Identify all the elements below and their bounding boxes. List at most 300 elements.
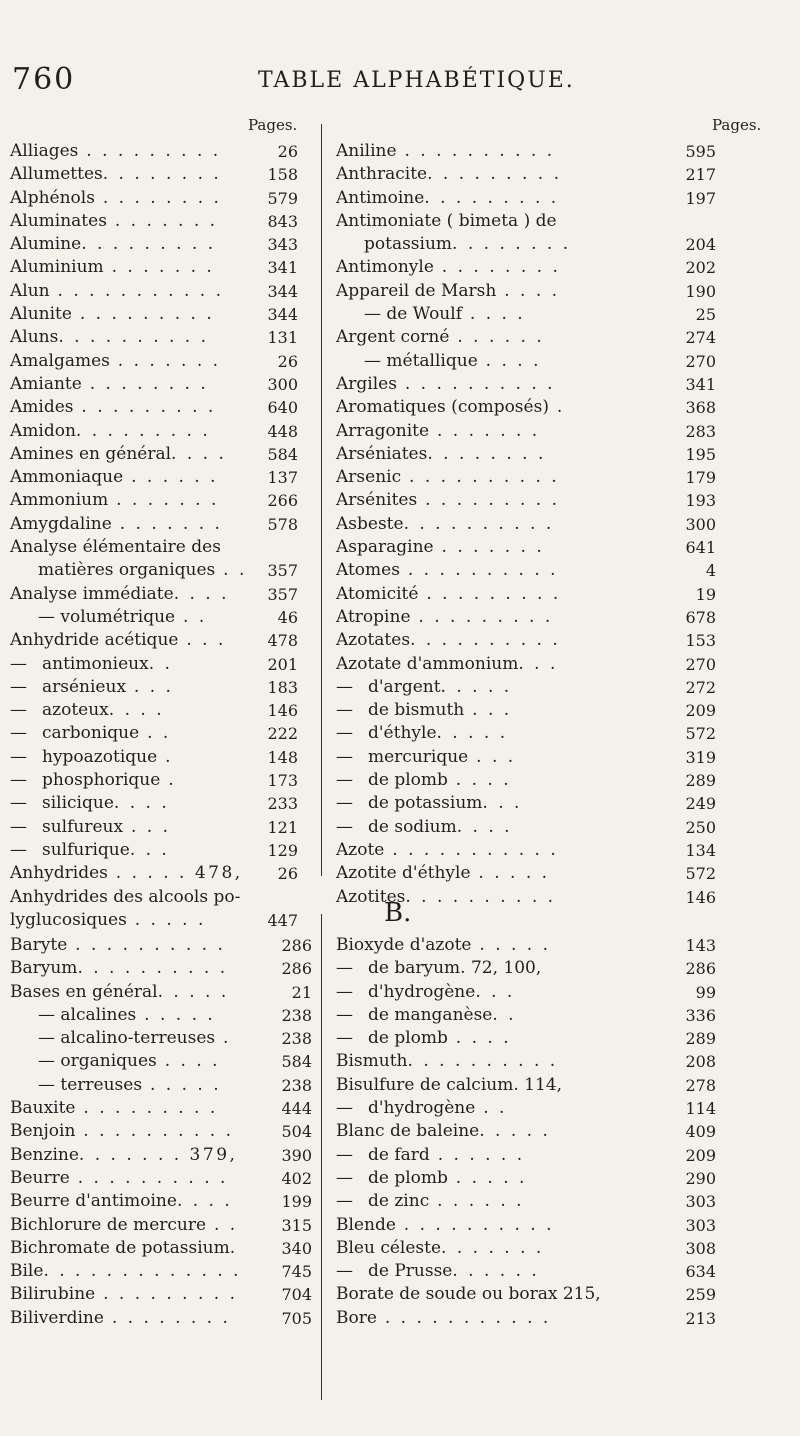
entry-label: Alphénols bbox=[10, 187, 95, 208]
index-entry bbox=[336, 1144, 716, 1167]
entry-label: Azotate d'ammonium bbox=[336, 653, 519, 674]
leader-dots: . . bbox=[148, 653, 173, 674]
leader-dots: . . . bbox=[123, 816, 171, 837]
entry-label: Ammoniaque bbox=[10, 467, 124, 488]
pages-header-right: Pages. bbox=[712, 116, 762, 134]
leader-dots: . . . . . . . . bbox=[433, 257, 561, 278]
index-entry bbox=[10, 839, 298, 862]
index-entry bbox=[10, 489, 298, 512]
entry-page-number: 289 bbox=[685, 1029, 716, 1049]
index-entry bbox=[336, 187, 716, 210]
index-entry bbox=[336, 373, 716, 396]
leader-dots: . . . . . bbox=[471, 935, 551, 955]
leader-dots: . . . . . bbox=[142, 1074, 222, 1095]
index-entry bbox=[10, 1307, 312, 1330]
entry-label: arsénieux bbox=[42, 676, 127, 697]
index-entry bbox=[336, 1097, 716, 1120]
index-entry bbox=[10, 676, 298, 699]
index-entry bbox=[336, 420, 716, 443]
index-entry bbox=[336, 1214, 716, 1237]
index-entry bbox=[336, 1050, 716, 1073]
ditto-dash: — bbox=[10, 700, 27, 721]
entry-label: de fard bbox=[368, 1144, 430, 1165]
entry-label: Bleu céleste bbox=[336, 1237, 442, 1258]
entry-page-number: 173 bbox=[267, 771, 298, 791]
entry-page-number: 278 bbox=[685, 1075, 716, 1095]
entry-label: de plomb bbox=[368, 1028, 448, 1049]
entry-page-number: 21 bbox=[291, 982, 312, 1002]
entry-page-number: 99 bbox=[695, 982, 716, 1002]
leader-dots: . . . bbox=[178, 630, 226, 651]
entry-label: Alumine bbox=[10, 234, 82, 255]
ditto-dash: — bbox=[336, 676, 353, 697]
leader-dots: . . . . . . . . . . . bbox=[384, 839, 559, 860]
index-entry bbox=[10, 909, 298, 932]
entry-label: Aluminates bbox=[10, 210, 107, 231]
leader-dots: . . . . . bbox=[447, 1167, 527, 1188]
section-a-right-column bbox=[336, 140, 716, 909]
ditto-dash: — bbox=[336, 1261, 353, 1282]
index-entry bbox=[336, 606, 716, 629]
entry-label: de potassium bbox=[368, 793, 483, 814]
leader-dots: . . . . . . . bbox=[103, 257, 215, 278]
entry-label: Benjoin bbox=[10, 1121, 76, 1142]
entry-page-number: 197 bbox=[685, 188, 716, 208]
index-entry bbox=[10, 746, 298, 769]
ditto-dash: — bbox=[336, 1144, 353, 1165]
index-entry bbox=[10, 326, 298, 349]
entry-label: Blanc de baleine bbox=[336, 1121, 480, 1142]
entry-page-number: 303 bbox=[685, 1192, 716, 1212]
entry-page-number: 641 bbox=[685, 538, 716, 558]
column-divider bbox=[321, 914, 322, 1400]
index-entry bbox=[336, 1167, 716, 1190]
entry-page-number: 26 bbox=[277, 351, 298, 371]
entry-label: Antimoniate ( bimeta ) de bbox=[336, 210, 557, 231]
entry-page-number: 213 bbox=[685, 1308, 716, 1328]
index-entry bbox=[10, 233, 298, 256]
entry-label: d'hydrogène bbox=[368, 1098, 476, 1119]
leader-dots: . . bbox=[492, 1004, 517, 1025]
index-entry bbox=[336, 233, 716, 256]
entry-page-number: 25 bbox=[695, 305, 716, 325]
entry-page-number: 640 bbox=[267, 398, 298, 418]
entry-page-number: 259 bbox=[685, 1285, 716, 1305]
leader-dots: . . . . . . . bbox=[108, 490, 219, 511]
leader-dots: . . . . . . . . . . bbox=[69, 1167, 228, 1188]
column-divider bbox=[321, 124, 322, 876]
index-entry bbox=[10, 280, 298, 303]
index-entry bbox=[10, 396, 298, 419]
index-entry bbox=[10, 1027, 312, 1050]
entry-label: de manganèse bbox=[368, 1004, 493, 1025]
leader-dots: . . . . . . . . . bbox=[78, 141, 221, 161]
entry-label: de sodium bbox=[368, 816, 457, 837]
leader-dots: . . . . . . . . . bbox=[410, 606, 553, 627]
index-entry bbox=[10, 1004, 312, 1027]
index-entry bbox=[10, 934, 312, 957]
index-entry bbox=[10, 373, 298, 396]
entry-page-number: 137 bbox=[267, 468, 298, 488]
entry-label: Amides bbox=[10, 397, 74, 418]
ditto-dash: — bbox=[10, 793, 27, 814]
index-entry bbox=[336, 350, 716, 373]
leader-dots: . bbox=[229, 1237, 238, 1258]
entry-label: — alcalines bbox=[38, 1004, 137, 1025]
leader-dots: . . . . bbox=[113, 793, 170, 814]
entry-page-number: 357 bbox=[267, 561, 298, 581]
section-b-left-column bbox=[10, 934, 312, 1330]
index-entry bbox=[10, 1260, 312, 1283]
leader-dots: . . . . . . bbox=[429, 1191, 525, 1212]
entry-label: Anthracite bbox=[336, 164, 428, 185]
entry-label: Arsenic bbox=[336, 467, 402, 488]
leader-dots: . . . . . . . . bbox=[103, 1307, 231, 1328]
index-entry bbox=[336, 1190, 716, 1213]
index-entry bbox=[336, 722, 716, 745]
leader-dots: . . . . . . . . . bbox=[75, 420, 211, 441]
index-entry bbox=[336, 676, 716, 699]
entry-label: sulfureux bbox=[42, 816, 124, 837]
entry-page-number: 390 bbox=[281, 1145, 312, 1165]
entry-label: Azotates bbox=[336, 630, 411, 651]
entry-page-number: 584 bbox=[267, 444, 298, 464]
index-entry bbox=[10, 536, 298, 559]
leader-dots: . . . bbox=[482, 793, 522, 814]
entry-label: Arsénites bbox=[336, 490, 418, 511]
index-entry bbox=[336, 1307, 716, 1330]
index-entry bbox=[10, 629, 298, 652]
entry-page-number: 300 bbox=[685, 514, 716, 534]
ditto-dash: — bbox=[10, 723, 27, 744]
ditto-dash: — bbox=[336, 1191, 353, 1212]
entry-page-number: 303 bbox=[685, 1215, 716, 1235]
entry-page-number: 46 bbox=[277, 607, 298, 627]
leader-dots: . . . . . . . . . . bbox=[399, 560, 559, 581]
entry-page-number: 201 bbox=[267, 654, 298, 674]
leader-dots: . . . . . . bbox=[429, 1144, 525, 1165]
index-entry bbox=[10, 792, 298, 815]
entry-page-number: 195 bbox=[685, 444, 716, 464]
entry-page-number: 249 bbox=[685, 794, 716, 814]
ditto-dash: — bbox=[336, 1004, 353, 1025]
entry-label: de bismuth bbox=[368, 700, 465, 721]
index-entry bbox=[10, 1144, 312, 1167]
leader-dots: . . . . . . . . . . bbox=[395, 1214, 554, 1235]
leader-dots: . . bbox=[206, 1214, 238, 1235]
entry-page-number: 344 bbox=[267, 305, 298, 325]
leader-dots: . . . . . . . . . . bbox=[405, 886, 556, 907]
entry-page-number: 504 bbox=[281, 1122, 312, 1142]
leader-dots: . . . . . . . . . . bbox=[396, 141, 555, 161]
entry-page-number: 402 bbox=[281, 1168, 312, 1188]
entry-label: Bichromate de potassium bbox=[10, 1237, 230, 1258]
ditto-dash: — bbox=[336, 981, 353, 1002]
entry-label: Antimoine bbox=[336, 187, 425, 208]
section-b-right-column bbox=[336, 934, 716, 1330]
index-entry bbox=[336, 163, 716, 186]
entry-label: matières organiques bbox=[38, 560, 216, 581]
index-entry bbox=[10, 1283, 312, 1306]
entry-page-number: 209 bbox=[685, 701, 716, 721]
entry-page-number: 448 bbox=[267, 421, 298, 441]
entry-page-number: 153 bbox=[685, 631, 716, 651]
leader-dots: . . . . bbox=[108, 700, 165, 721]
index-entry bbox=[336, 396, 716, 419]
entry-label: — alcalino-terreuses bbox=[38, 1028, 216, 1049]
index-entry bbox=[10, 1074, 312, 1097]
ditto-dash: — bbox=[336, 700, 353, 721]
leader-dots: . . . . . bbox=[126, 909, 206, 930]
entry-page-number: 341 bbox=[267, 258, 298, 278]
index-entry bbox=[336, 1120, 716, 1143]
index-entry bbox=[336, 1074, 716, 1097]
leader-dots: . . . . . . . bbox=[441, 1237, 544, 1258]
entry-label: — de Woulf bbox=[364, 304, 462, 325]
index-entry bbox=[336, 280, 716, 303]
entry-label: Antimonyle bbox=[336, 257, 434, 278]
entry-page-number: 745 bbox=[281, 1262, 312, 1282]
entry-page-number: 121 bbox=[267, 817, 298, 837]
entry-label: Aniline bbox=[336, 141, 397, 161]
entry-page-number: 272 bbox=[685, 677, 716, 697]
entry-label: de zinc bbox=[368, 1191, 430, 1212]
ditto-dash: — bbox=[10, 653, 27, 674]
index-entry bbox=[336, 303, 716, 326]
entry-label: Alun bbox=[10, 280, 50, 301]
leader-dots: . . . . bbox=[171, 443, 227, 464]
leader-dots: . . . . bbox=[176, 1191, 233, 1212]
index-entry bbox=[336, 862, 716, 885]
entry-label: Amalgames bbox=[10, 350, 110, 371]
entry-page-number: 270 bbox=[685, 351, 716, 371]
ditto-dash: — bbox=[336, 793, 353, 814]
leader-dots: . . . . . bbox=[440, 676, 512, 697]
leader-dots: . . . . . . . . . bbox=[71, 304, 215, 325]
leader-dots: . . . . . . . . bbox=[94, 187, 222, 208]
index-entry bbox=[10, 210, 298, 233]
entry-page-number: 319 bbox=[685, 747, 716, 767]
entry-page-number: 341 bbox=[685, 374, 716, 394]
entry-page-number: 704 bbox=[281, 1285, 312, 1305]
index-entry bbox=[336, 769, 716, 792]
entry-label: Azotite d'éthyle bbox=[336, 863, 471, 884]
entry-label: Analyse immédiate bbox=[10, 583, 174, 604]
entry-page-number: 204 bbox=[685, 235, 716, 255]
ditto-dash: — bbox=[10, 816, 27, 837]
index-entry bbox=[10, 699, 298, 722]
entry-label: Bisulfure de calcium. 114, bbox=[336, 1074, 562, 1095]
index-entry bbox=[10, 816, 298, 839]
entry-page-number: 315 bbox=[281, 1215, 312, 1235]
entry-page-number: 233 bbox=[267, 794, 298, 814]
leader-dots: . . . bbox=[126, 676, 174, 697]
index-entry bbox=[336, 816, 716, 839]
index-entry bbox=[10, 653, 298, 676]
index-entry bbox=[10, 256, 298, 279]
entry-page-number: 148 bbox=[267, 747, 298, 767]
entry-page-number: 270 bbox=[685, 654, 716, 674]
index-entry bbox=[336, 466, 716, 489]
entry-page-number: 634 bbox=[685, 1262, 716, 1282]
entry-label: Anhydrides des alcools po- bbox=[10, 886, 241, 907]
entry-page-number: 238 bbox=[281, 1075, 312, 1095]
leader-dots: . . . bbox=[475, 981, 515, 1002]
index-entry bbox=[336, 326, 716, 349]
entry-label: de plomb bbox=[368, 770, 448, 791]
index-entry bbox=[336, 981, 716, 1004]
entry-label: mercurique bbox=[368, 746, 469, 767]
entry-label: Azotites bbox=[336, 886, 406, 907]
index-entry bbox=[336, 256, 716, 279]
entry-page-number: 290 bbox=[685, 1168, 716, 1188]
entry-page-number: 199 bbox=[281, 1192, 312, 1212]
leader-dots: . . . . bbox=[156, 1051, 221, 1072]
entry-label: Arséniates bbox=[336, 443, 428, 464]
entry-label: Azote bbox=[336, 839, 385, 860]
entry-page-number: 368 bbox=[685, 398, 716, 418]
leader-dots: . bbox=[160, 770, 177, 791]
entry-label: Allumettes bbox=[10, 164, 103, 185]
leader-dots: . . . . . . bbox=[449, 327, 545, 348]
entry-label: Bioxyde d'azote bbox=[336, 935, 472, 955]
entry-label: de Prusse bbox=[368, 1261, 453, 1282]
entry-page-number: 238 bbox=[281, 1005, 312, 1025]
index-entry bbox=[10, 769, 298, 792]
ditto-dash: — bbox=[10, 770, 27, 791]
entry-page-number: 146 bbox=[267, 701, 298, 721]
leader-dots: . . . . . . . . . . bbox=[410, 630, 561, 651]
leader-dots: . . . . . . . . . . bbox=[77, 958, 228, 979]
entry-label: hypoazotique bbox=[42, 746, 158, 767]
leader-dots: . . . . . . . . . . bbox=[403, 513, 554, 534]
leader-dots: . . . . . . . . . . bbox=[58, 327, 209, 348]
leader-dots: . . . . . . . . . . bbox=[407, 1051, 558, 1072]
entry-label: antimonieux bbox=[42, 653, 149, 674]
entry-label: azoteux bbox=[42, 700, 109, 721]
entry-label: Asbeste bbox=[336, 513, 404, 534]
index-entry bbox=[10, 466, 298, 489]
leader-dots: . . . bbox=[464, 700, 512, 721]
index-entry bbox=[336, 746, 716, 769]
entry-page-number: 843 bbox=[267, 211, 298, 231]
entry-page-number: 286 bbox=[281, 936, 312, 955]
entry-page-number: 179 bbox=[685, 468, 716, 488]
entry-label: carbonique bbox=[42, 723, 140, 744]
index-entry bbox=[10, 583, 298, 606]
ditto-dash: — bbox=[336, 1028, 353, 1049]
index-entry bbox=[10, 722, 298, 745]
entry-page-number: 595 bbox=[685, 142, 716, 161]
entry-page-number: 289 bbox=[685, 771, 716, 791]
leader-dots: . . bbox=[139, 723, 171, 744]
entry-page-number: 283 bbox=[685, 421, 716, 441]
leader-dots: . . . . . . . . . bbox=[81, 234, 216, 255]
leader-dots: . . . . . . bbox=[123, 467, 219, 488]
index-entry bbox=[336, 536, 716, 559]
leader-dots: . . . . . bbox=[157, 981, 229, 1002]
index-entry bbox=[336, 957, 716, 980]
leader-dots: . . . . . bbox=[470, 863, 550, 884]
entry-page-number: 143 bbox=[685, 936, 716, 955]
index-entry bbox=[10, 886, 298, 909]
index-entry bbox=[336, 140, 716, 163]
entry-label: Borate de soude ou borax 215, bbox=[336, 1284, 601, 1305]
entry-label: Bases en général bbox=[10, 981, 158, 1002]
ditto-dash: — bbox=[10, 839, 27, 860]
entry-label: Anhydride acétique bbox=[10, 630, 179, 651]
entry-label: d'argent bbox=[368, 676, 441, 697]
leader-dots: . . . . . . . . . . bbox=[396, 373, 556, 394]
index-entry bbox=[10, 862, 298, 885]
leader-dots: . . . . . . . . . bbox=[424, 187, 559, 208]
leader-dots: . . . . . . . . . . bbox=[75, 1121, 234, 1142]
leader-dots: . . . . bbox=[456, 816, 513, 837]
leader-dots: . . . . . bbox=[136, 1004, 216, 1025]
entry-label: Bismuth bbox=[336, 1051, 408, 1072]
entry-page-number: 193 bbox=[685, 491, 716, 511]
ditto-dash: — bbox=[336, 746, 353, 767]
leader-dots: . . . . bbox=[461, 304, 526, 325]
entry-page-number: 300 bbox=[267, 374, 298, 394]
leader-dots: . . . . . . . . . bbox=[75, 1098, 218, 1119]
section-letter-b: B. bbox=[384, 898, 412, 928]
entry-label: silicique bbox=[42, 793, 114, 814]
entry-label: Atomicité bbox=[336, 583, 419, 604]
entry-page-number: 584 bbox=[281, 1052, 312, 1072]
entry-page-number: 217 bbox=[685, 165, 716, 185]
entry-page-number: 134 bbox=[685, 840, 716, 860]
leader-dots: . bbox=[215, 1028, 231, 1049]
section-a-left-column bbox=[10, 140, 298, 932]
leader-dots: . bbox=[157, 746, 173, 767]
entry-label: Amidon bbox=[10, 420, 76, 441]
entry-label: Bauxite bbox=[10, 1098, 76, 1119]
index-entry bbox=[336, 699, 716, 722]
leader-dots: . . . . . . . . . bbox=[95, 1284, 238, 1305]
entry-label: de plomb bbox=[368, 1167, 448, 1188]
ditto-dash: — bbox=[336, 1167, 353, 1188]
leader-dots: . . . . . . . . bbox=[427, 443, 546, 464]
entry-label: Baryum bbox=[10, 958, 78, 979]
index-entry bbox=[336, 1027, 716, 1050]
entry-label: Blende bbox=[336, 1214, 396, 1235]
entry-label: Amiante bbox=[10, 373, 82, 394]
leader-dots: . . . . . . . . . . . bbox=[49, 280, 224, 301]
entry-label: Beurre d'antimoine bbox=[10, 1191, 177, 1212]
entry-page-number: 190 bbox=[685, 281, 716, 301]
leader-dots: . . . bbox=[129, 839, 170, 860]
index-entry bbox=[336, 1283, 716, 1306]
entry-page-number: 409 bbox=[685, 1122, 716, 1142]
entry-label: lyglucosiques bbox=[10, 909, 127, 930]
entry-label: Baryte bbox=[10, 935, 68, 955]
entry-label: Beurre bbox=[10, 1167, 70, 1188]
entry-page-number: 129 bbox=[267, 840, 298, 860]
index-entry bbox=[336, 934, 716, 957]
entry-label: d'hydrogène bbox=[368, 981, 476, 1002]
entry-page-number: 447 bbox=[267, 910, 298, 930]
entry-label: Argent corné bbox=[336, 327, 450, 348]
index-entry bbox=[10, 1190, 312, 1213]
entry-label: Alunite bbox=[10, 304, 72, 325]
entry-page-number: 579 bbox=[267, 188, 298, 208]
entry-page-number: 209 bbox=[685, 1145, 716, 1165]
leader-dots: . . . . . . . . . bbox=[73, 397, 216, 418]
entry-label: — organiques bbox=[38, 1051, 157, 1072]
leader-dots: . . . . . bbox=[436, 723, 508, 744]
entry-page-number: 266 bbox=[267, 491, 298, 511]
